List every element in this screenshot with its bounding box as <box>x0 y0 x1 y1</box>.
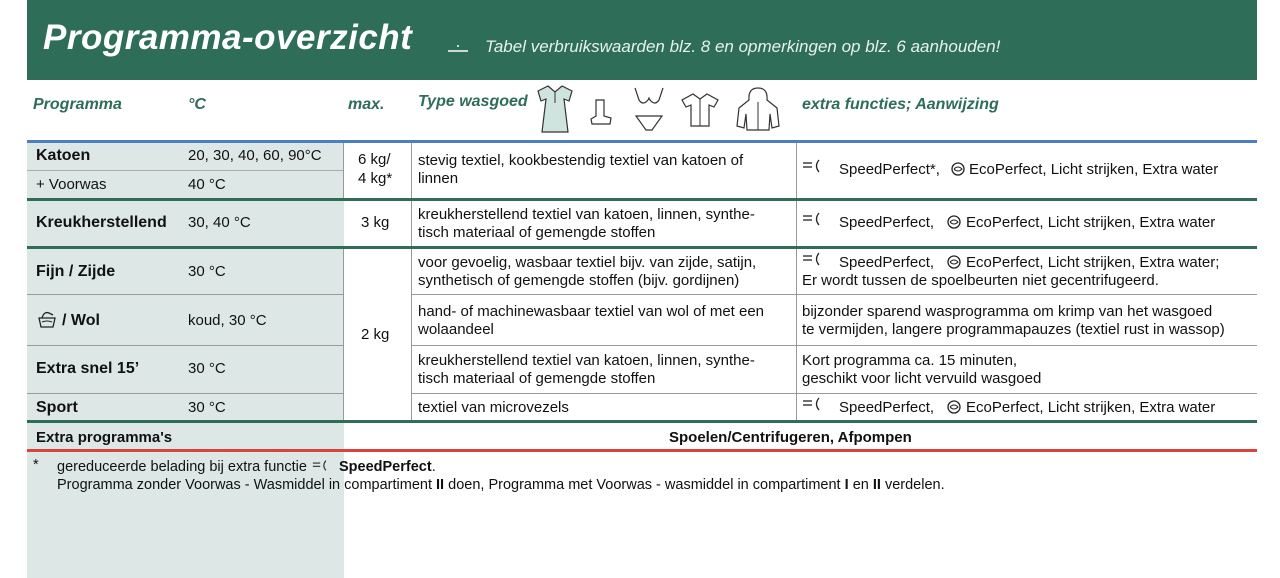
separator <box>411 294 1257 295</box>
ecoperfect-icon <box>950 161 966 177</box>
row-katoen-extra-a: SpeedPerfect*, <box>839 161 940 178</box>
separator <box>343 143 344 200</box>
green-rule <box>27 420 1257 423</box>
row-katoen-type-2: linnen <box>418 170 459 187</box>
row-kreuk-extra-b: EcoPerfect, Licht strijken, Extra water <box>966 214 1216 231</box>
row-kreuk-max: 3 kg <box>361 214 390 231</box>
footnote-text: verdelen. <box>884 477 945 493</box>
footnote-text: doen, Programma met Voorwas - wasmiddel in compartiment <box>448 477 841 493</box>
separator <box>27 393 343 394</box>
row-wol-name: / Wol <box>62 312 100 329</box>
shared-max-2kg: 2 kg <box>361 326 390 343</box>
sock-icon <box>588 98 614 126</box>
hooded-jacket-icon <box>734 86 782 132</box>
handwash-icon <box>36 309 58 329</box>
row-extraprog-value: Spoelen/Centrifugeren, Afpompen <box>669 429 912 446</box>
separator <box>796 143 797 420</box>
red-rule <box>27 449 1257 452</box>
row-wol-type-1: hand- of machinewasbaar textiel van wol of met een <box>418 303 765 320</box>
row-katoen-name: Katoen <box>36 147 91 164</box>
lingerie-icon <box>632 86 666 132</box>
row-wol-extra-1: bijzonder sparend wasprogramma om krimp van het wasgoed <box>802 303 1213 320</box>
row-katoen-type-1: stevig textiel, kookbestendig textiel van katoen of <box>418 152 744 169</box>
speedperfect-icon <box>311 459 331 472</box>
row-voorwas-temp: 40 °C <box>188 176 226 193</box>
footnote-star: * <box>33 457 39 473</box>
dress-icon <box>532 83 578 135</box>
ecoperfect-icon <box>946 399 962 415</box>
col-max: max. <box>348 96 385 113</box>
col-programma: Programma <box>33 96 122 113</box>
footnote-text: en <box>852 477 869 493</box>
separator <box>411 143 412 420</box>
speedperfect-icon <box>802 251 824 267</box>
blue-rule <box>27 140 1257 143</box>
row-extrasnel-extra-2: geschikt voor licht vervuild wasgoed <box>802 370 1042 387</box>
separator <box>411 393 1257 394</box>
separator <box>27 345 343 346</box>
green-rule <box>27 246 1257 249</box>
col-temp: °C <box>188 96 206 113</box>
row-sport-extra-a: SpeedPerfect, <box>839 399 935 416</box>
footnote-speedperfect: SpeedPerfect <box>339 459 432 475</box>
row-extrasnel-extra-1: Kort programma ca. 15 minuten, <box>802 352 1018 369</box>
footnote-compartment: II <box>872 477 881 493</box>
separator <box>27 294 343 295</box>
footnote-text: gereduceerde belading bij extra functie <box>57 459 307 475</box>
footnote-text: Programma zonder Voorwas - Wasmiddel in compartiment <box>57 477 432 493</box>
row-wol-temp: koud, 30 °C <box>188 312 267 329</box>
separator <box>27 170 343 171</box>
row-wol-extra-2: te vermijden, langere programmapauzes (textiel rust in wassop) <box>802 321 1225 338</box>
row-extrasnel-temp: 30 °C <box>188 360 226 377</box>
row-sport-temp: 30 °C <box>188 399 226 416</box>
row-fijn-extra-2: Er wordt tussen de spoelbeurten niet gecentrifugeerd. <box>802 272 1159 289</box>
footnote-compartment: I <box>844 477 849 493</box>
row-kreuk-name: Kreukherstellend <box>36 214 167 231</box>
row-sport-type-1: textiel van microvezels <box>418 399 569 416</box>
row-fijn-type-1: voor gevoelig, wasbaar textiel bijv. van zijde, satijn, <box>418 254 757 271</box>
page-title: Programma-overzicht <box>43 18 413 57</box>
row-kreuk-extra-a: SpeedPerfect, <box>839 214 935 231</box>
row-extrasnel-type-1: kreukherstellend textiel van katoen, linnen, synthe- <box>418 352 755 369</box>
row-sport-extra-b: EcoPerfect, Licht strijken, Extra water <box>966 399 1216 416</box>
row-katoen-max-2: 4 kg* <box>358 170 393 187</box>
green-rule <box>27 198 1257 201</box>
row-wol-type-2: wolaandeel <box>418 321 494 338</box>
row-katoen-max-1: 6 kg/ <box>358 151 391 168</box>
page-subtitle: Tabel verbruikswaarden blz. 8 en opmerkingen op blz. 6 aanhouden! <box>485 37 1001 56</box>
speedperfect-icon <box>802 396 824 412</box>
footnote-line-1 <box>57 459 436 476</box>
ecoperfect-icon <box>946 214 962 230</box>
row-kreuk-type-1: kreukherstellend textiel van katoen, linnen, synthe- <box>418 206 755 223</box>
col-extra: extra functies; Aanwijzing <box>802 96 999 113</box>
separator <box>343 249 344 420</box>
row-fijn-temp: 30 °C <box>188 263 226 280</box>
row-fijn-type-2: synthetisch of gemengde stoffen (bijv. gordijnen) <box>418 272 740 289</box>
hint-arrow-icon <box>447 40 469 54</box>
separator <box>411 345 1257 346</box>
shirt-icon <box>680 92 720 128</box>
ecoperfect-icon <box>946 254 962 270</box>
page-header <box>27 0 1257 80</box>
speedperfect-icon <box>802 158 824 174</box>
row-sport-name: Sport <box>36 399 78 416</box>
row-extrasnel-type-2: tisch materiaal of gemengde stoffen <box>418 370 656 387</box>
footnote-text: . <box>431 459 436 475</box>
footnote-compartment: II <box>436 477 445 493</box>
row-extrasnel-name: Extra snel 15’ <box>36 360 140 377</box>
row-kreuk-type-2: tisch materiaal of gemengde stoffen <box>418 224 656 241</box>
row-fijn-extra-b: EcoPerfect, Licht strijken, Extra water; <box>966 254 1220 271</box>
left-column-shade <box>27 140 344 578</box>
row-katoen-extra-b: EcoPerfect, Licht strijken, Extra water <box>969 161 1219 178</box>
speedperfect-icon <box>802 211 824 227</box>
col-type: Type wasgoed <box>418 93 528 110</box>
footnote-line-2 <box>57 477 945 494</box>
row-kreuk-temp: 30, 40 °C <box>188 214 251 231</box>
row-extraprog-name: Extra programma's <box>36 429 173 446</box>
row-voorwas-name: + Voorwas <box>36 176 107 193</box>
row-katoen-temp: 20, 30, 40, 60, 90°C <box>188 147 322 164</box>
row-fijn-extra-a: SpeedPerfect, <box>839 254 935 271</box>
row-fijn-name: Fijn / Zijde <box>36 263 116 280</box>
